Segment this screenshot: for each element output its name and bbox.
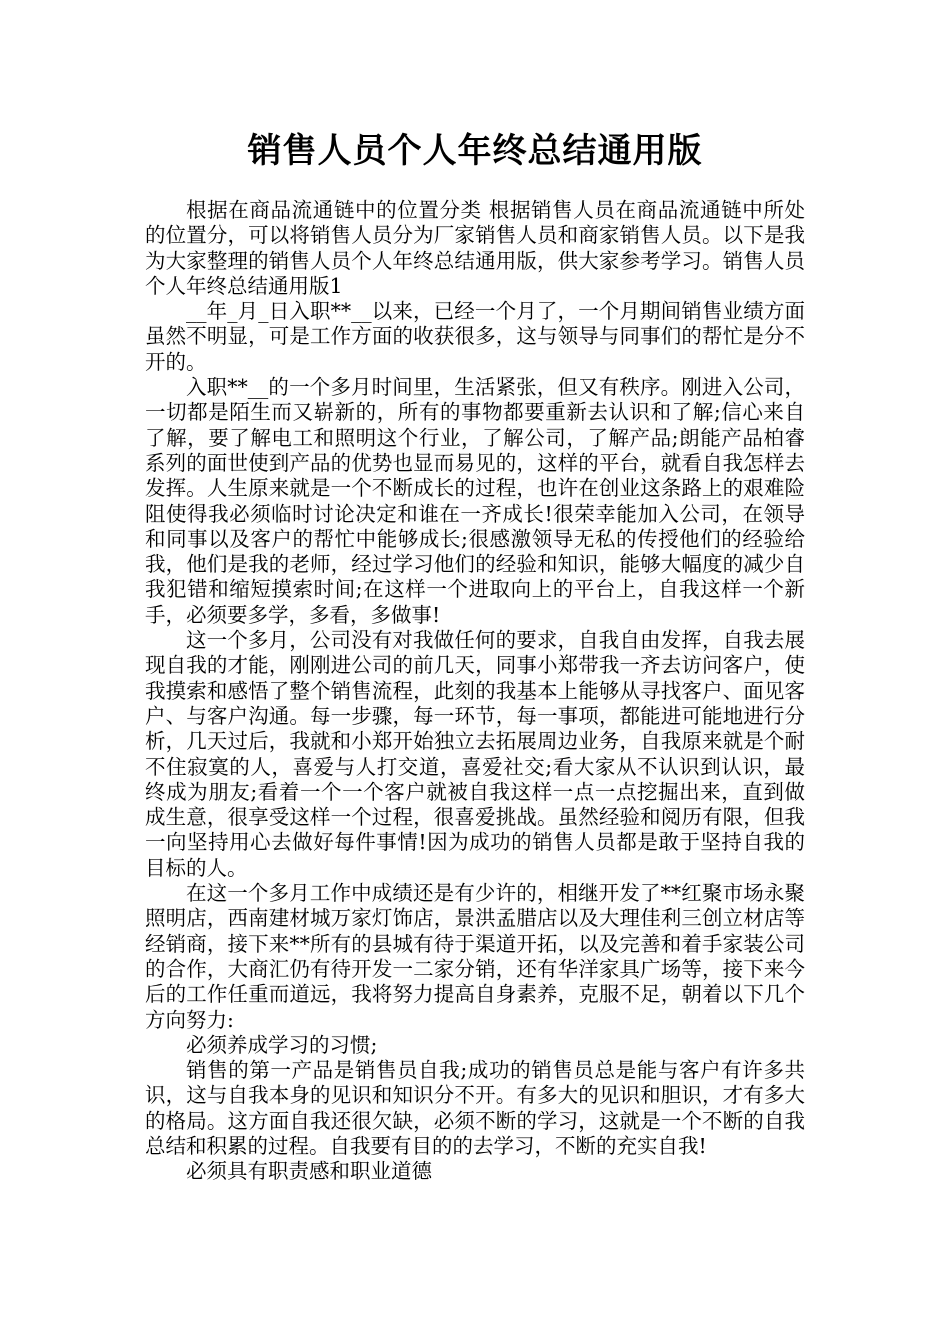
paragraph-join-date: __年_月_日入职**__以来，已经一个月了，一个月期间销售业绩方面虽然不明显，可是工作方面的收获很多，这与领导与同事们的帮忙是分不开的。	[145, 299, 805, 374]
document-title: 销售人员个人年终总结通用版	[247, 131, 703, 171]
paragraph-intro: 根据在商品流通链中的位置分类 根据销售人员在商品流通链中所处的位置分，可以将销售人员分为厂家销售人员和商家销售人员。以下是我为大家整理的销售人员个人年终总结通用版，供大家参考学习。销售人员个人年终总结通用版1	[145, 198, 805, 298]
document-body	[145, 198, 805, 1185]
paragraph-achievements: 在这一个多月工作中成绩还是有少许的，相继开发了**红聚市场永聚照明店，西南建材城万家灯饰店，景洪孟腊店以及大理佳利三创立材店等经销商，接下来**所有的县城有待于渠道开拓，以及完善和着手家装公司的合作，大商汇仍有待开发一二家分销，还有华洋家具广场等，接下来今后的工作任重而道远，我将努力提高自身素养，克服不足，朝着以下几个方向努力:	[145, 881, 805, 1032]
paragraph-self-development: 这一个多月，公司没有对我做任何的要求，自我自由发挥，自我去展现自我的才能，刚刚进公司的前几天，同事小郑带我一齐去访问客户，使我摸索和感悟了整个销售流程，此刻的我基本上能够从寻找客户、面见客户、与客户沟通。每一步骤，每一环节，每一事项，都能进可能地进行分析，几天过后，我就和小郑开始独立去拓展周边业务，自我原来就是个耐不住寂寞的人，喜爱与人打交道，喜爱社交;看大家从不认识到认识，最终成为朋友;看着一个一个客户就被自我这样一点一点挖掘出来，直到做成生意，很享受这样一个过程，很喜爱挑战。虽然经验和阅历有限，但我一向坚持用心去做好每件事情!因为成功的销售人员都是敢于坚持自我的目标的人。	[145, 628, 805, 880]
paragraph-sales-product: 销售的第一产品是销售员自我;成功的销售员总是能与客户有许多共识，这与自我本身的见识和知识分不开。有多大的见识和胆识，才有多大的格局。这方面自我还很欠缺，必须不断的学习，这就是一个不断的自我总结和积累的过程。自我要有目的的去学习，不断的充实自我!	[145, 1058, 805, 1158]
paragraph-first-month: 入职**__的一个多月时间里，生活紧张，但又有秩序。刚进入公司，一切都是陌生而又崭新的，所有的事物都要重新去认识和了解;信心来自了解，要了解电工和照明这个行业，了解公司，了解产品;朗能产品柏睿系列的面世使到产品的优势也显而易见的，这样的平台，就看自我怎样去发挥。人生原来就是一个不断成长的过程，也许在创业这条路上的艰难险阻使得我必须临时讨论决定和谁在一齐成长!很荣幸能加入公司，在领导和同事以及客户的帮忙中能够成长;很感激领导无私的传授他们的经验给我，他们是我的老师，经过学习他们的经验和知识，能够大幅度的减少自我犯错和缩短摸索时间;在这样一个进取向上的平台上，自我这样一个新手，必须要多学，多看，多做事!	[145, 375, 805, 627]
paragraph-responsibility: 必须具有职责感和职业道德	[186, 1159, 432, 1184]
paragraph-learning-habit: 必须养成学习的习惯;	[186, 1032, 378, 1057]
